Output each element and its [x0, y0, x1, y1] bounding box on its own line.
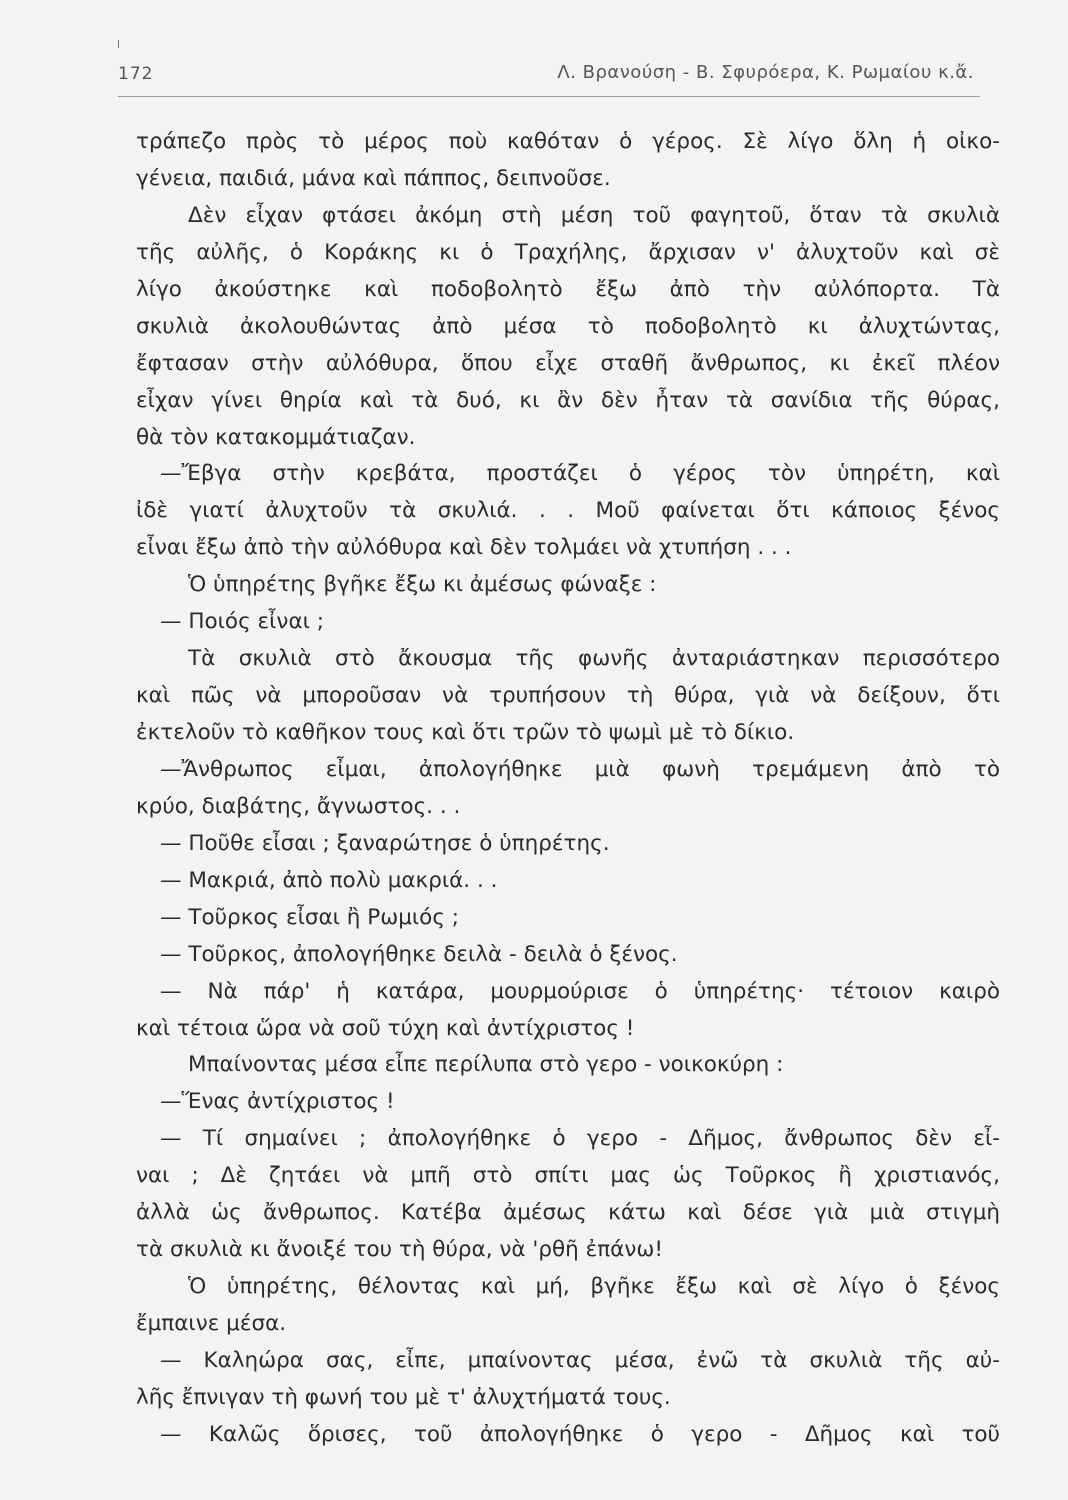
text-line: τράπεζο πρὸς τὸ μέρος ποὺ καθόταν ὁ γέρος. Σὲ λίγο ὅλη ἡ οἰκο-	[136, 129, 1000, 154]
text-line: Ὁ ὑπηρέτης, θέλοντας καὶ μή, βγῆκε ἔξω καὶ σὲ λίγο ὁ ξένος	[188, 1274, 1000, 1300]
text-line: — Καληώρα σας, εἶπε, μπαίνοντας μέσα, ἐνῶ τὰ σκυλιὰ τῆς αὐ-	[160, 1347, 1000, 1373]
text-line: τῆς αὐλῆς, ὁ Κοράκης κι ὁ Τραχήλης, ἄρχισαν ν' ἀλυχτοῦν καὶ σὲ	[136, 239, 1000, 265]
text-line: Τὰ σκυλιὰ στὸ ἄκουσμα τῆς φωνῆς ἀνταριάστηκαν περισσότερο	[188, 646, 1000, 672]
text-line: —Ἄνθρωπος εἶμαι, ἀπολογήθηκε μιὰ φωνὴ τρεμάμενη ἀπὸ τὸ	[160, 756, 1000, 782]
text-line: —Ἔβγα στὴν κρεβάτα, προστάζει ὁ γέρος τὸν ὑπηρέτη, καὶ	[160, 461, 1000, 487]
text-line: λίγο ἀκούστηκε καὶ ποδοβολητὸ ἔξω ἀπὸ τὴν αὐλόπορτα. Τὰ	[136, 276, 1000, 302]
text-line: σκυλιὰ ἀκολουθώντας ἀπὸ μέσα τὸ ποδοβολητὸ κι ἀλυχτώντας,	[136, 313, 1000, 339]
body-text	[136, 124, 1000, 1454]
text-line: — Μακριά, ἀπὸ πολὺ μακριά. . .	[160, 867, 498, 893]
text-line: θὰ τὸν κατακομμάτιαζαν.	[136, 424, 416, 450]
text-line: — Τοῦρκος εἶσαι ἢ Ρωμιός ;	[160, 904, 460, 930]
text-line: εἶναι ἔξω ἀπὸ τὴν αὐλόθυρα καὶ δὲν τολμάει νὰ χτυπήση . . .	[136, 535, 792, 561]
text-line: ναι ; Δὲ ζητάει νὰ μπῆ στὸ σπίτι μας ὡς Τοῦρκος ἢ χριστιανός,	[136, 1163, 1000, 1189]
text-line: κρύο, διαβάτης, ἄγνωστος. . .	[136, 793, 461, 819]
text-line: — Νὰ πάρ' ἡ κατάρα, μουρμούρισε ὁ ὑπηρέτης· τέτοιον καιρὸ	[160, 978, 1000, 1004]
text-line: καὶ τέτοια ὥρα νὰ σοῦ τύχη καὶ ἀντίχριστος !	[136, 1015, 635, 1041]
text-line: — Ποιός εἶναι ;	[160, 609, 324, 635]
text-line: — Τοῦρκος, ἀπολογήθηκε δειλὰ - δειλὰ ὁ ξένος.	[160, 941, 678, 967]
text-line: ἐκτελοῦν τὸ καθῆκον τους καὶ ὅτι τρῶν τὸ ψωμὶ μὲ τὸ δίκιο.	[136, 720, 795, 745]
page-number: 172	[118, 64, 154, 84]
text-line: — Καλῶς ὅρισες, τοῦ ἀπολογήθηκε ὁ γερο - Δῆμος καὶ τοῦ	[160, 1421, 1000, 1447]
text-line: ἔφτασαν στὴν αὐλόθυρα, ὅπου εἶχε σταθῆ ἄνθρωπος, κι ἐκεῖ πλέον	[136, 350, 1000, 376]
text-line: —Ἕνας ἀντίχριστος !	[160, 1089, 395, 1115]
text-line: Ὁ ὑπηρέτης βγῆκε ἔξω κι ἀμέσως φώναξε :	[188, 572, 657, 598]
text-line: ἔμπαινε μέσα.	[136, 1311, 287, 1336]
text-line: ἀλλὰ ὡς ἄνθρωπος. Κατέβα ἀμέσως κάτω καὶ δέσε γιὰ μιὰ στιγμὴ	[136, 1200, 1000, 1226]
text-line: λῆς ἔπνιγαν τὴ φωνή του μὲ τ' ἀλυχτήματά τους.	[136, 1384, 671, 1410]
text-line: Μπαίνοντας μέσα εἶπε περίλυπα στὸ γερο - νοικοκύρη :	[188, 1052, 784, 1078]
running-head: Λ. Βρανούση - Β. Σφυρόερα, Κ. Ρωμαίου κ.ἄ.	[557, 62, 974, 83]
text-line: ἰδὲ γιατί ἀλυχτοῦν τὰ σκυλιά. . . Μοῦ φαίνεται ὅτι κάποιος ξένος	[136, 498, 1000, 524]
text-line: — Ποῦθε εἶσαι ; ξαναρώτησε ὁ ὑπηρέτης.	[160, 830, 610, 856]
text-line: — Τί σημαίνει ; ἀπολογήθηκε ὁ γερο - Δῆμος, ἄνθρωπος δὲν εἶ-	[160, 1126, 1000, 1152]
page-header	[118, 52, 980, 97]
text-line: γένεια, παιδιά, μάνα καὶ πάππος, δειπνοῦσε.	[136, 165, 611, 191]
text-line: καὶ πῶς νὰ μποροῦσαν νὰ τρυπήσουν τὴ θύρα, γιὰ νὰ δείξουν, ὅτι	[136, 683, 1000, 709]
text-line: Δὲν εἶχαν φτάσει ἀκόμη στὴ μέση τοῦ φαγητοῦ, ὅταν τὰ σκυλιὰ	[188, 202, 1000, 228]
margin-mark	[118, 40, 119, 48]
text-line: εἶχαν γίνει θηρία καὶ τὰ δυό, κι ἂν δὲν ἦταν τὰ σανίδια τῆς θύρας,	[136, 387, 1000, 413]
text-line: τὰ σκυλιὰ κι ἄνοιξέ του τὴ θύρα, νὰ 'ρθῆ ἐπάνω!	[136, 1237, 663, 1263]
